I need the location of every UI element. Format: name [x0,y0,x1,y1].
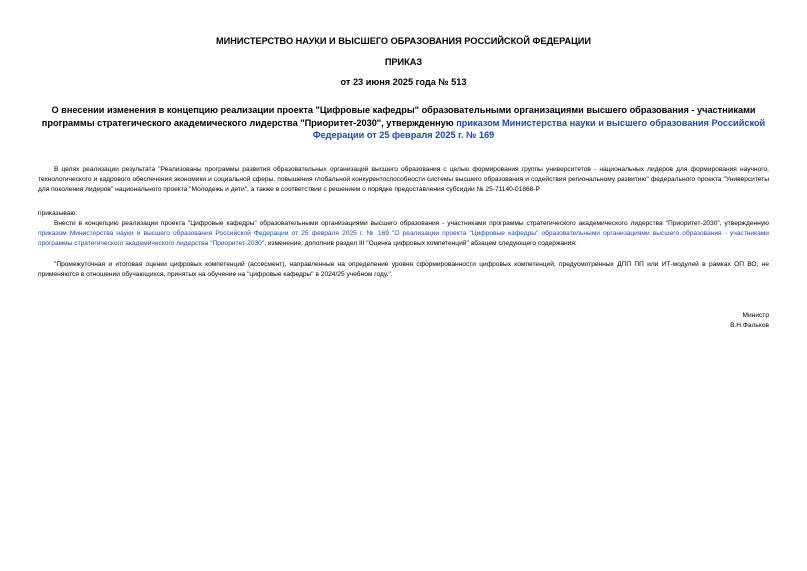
order-date: от 23 июня 2025 года № 513 [340,77,467,87]
signatory-name: В.Н.Фальков [730,322,769,329]
signatory-title: Министр [742,312,769,319]
document-title [38,104,769,142]
document-title-text: О внесении изменения в концепцию реализации проекта "Цифровые кафедры" образовательными организациями высшего образования - участниками программы стратегического академического лидерства "Приоритет-2030", утвержденную [41,105,756,128]
order-heading: ПРИКАЗ [384,57,423,67]
paragraph-preamble: В целях реализации результата "Реализованы программы развития образовательных организаций высшего образования с целью формирования группы университетов - национальных лидеров для формирования научного, технологического и кадрового обеспечения экономики и социальной сферы, повышения глобальной конкурентоспособности системы высшего образования и содействия региональному развитию" федерального проекта "Университеты для поколения лидеров" национального проекта "Молодежь и дети", а также в соответствии с решением о порядке предоставления субсидии № 25-71140-01868-Р [38,166,769,193]
paragraph-quoted-addition: "Промежуточная и итоговая оценки цифровых компетенций (ассесмент), направленные на определение уровня сформированности цифровых компетенций, предусмотренных ДПП ПП или ИТ-модулей в рамках ОП ВО, не применяются в отношении обучающихся, принятых на обучение на "цифровые кафедры" в 2024/25 учебном году.". [38,261,769,278]
amendment-text-start: Внести в концепцию реализации проекта "Цифровые кафедры" образовательными организациями высшего образования - участниками программы стратегического академического лидерства "Приоритет-2030", утвержденную [54,220,769,227]
paragraph-amendment [38,219,769,248]
title-order-link[interactable]: приказом Министерства науки и высшего образования Российской Федерации от 25 февраля 2025 г. № 169 [312,117,766,140]
amendment-order-link[interactable]: приказом Министерства науки и высшего образования Российской Федерации от 25 февраля 2025 г. № 169 "О реализации проекта "Цифровые кафедры" образовательными организациями высшего образования - участниками программы стратегического академического лидерства "Приоритет-2030" [38,229,769,247]
ministry-name: МИНИСТЕРСТВО НАУКИ И ВЫСШЕГО ОБРАЗОВАНИЯ РОССИЙСКОЙ ФЕДЕРАЦИИ [215,36,591,46]
amendment-text-end: , изменение, дополнив раздел III "Оценка цифровых компетенций" абзацем следующего содержания: [264,239,577,247]
paragraph-order-verb: приказываю: [38,210,78,217]
